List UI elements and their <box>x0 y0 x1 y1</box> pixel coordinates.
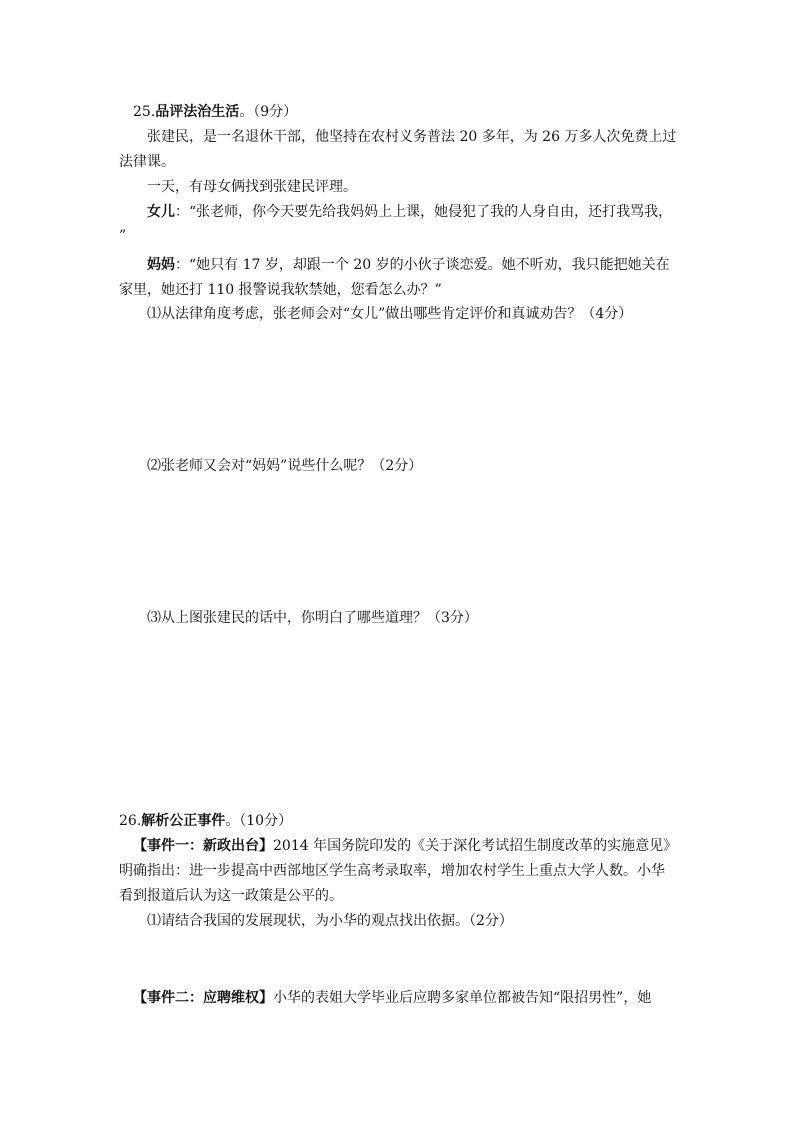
q25-title: 品评法治生活 <box>155 104 240 120</box>
event2-line <box>133 988 651 1008</box>
q26-score: 。（10分） <box>225 813 293 829</box>
q25-intro-line3: 一天，有母女俩找到张建民评理。 <box>147 179 357 195</box>
q25-score: 。（9分） <box>239 104 298 120</box>
q25-number: 25. <box>133 104 156 120</box>
q25-sub-question-1: ⑴从法律角度考虑，张老师会对“女儿”做出哪些肯定评价和真诚劝告？（4分） <box>147 306 633 322</box>
q26-number: 26. <box>119 813 142 829</box>
q25-heading <box>133 102 297 122</box>
event1-text1: 2014 年国务院印发的《关于深化考试招生制度改革的实施意见》 <box>273 838 678 854</box>
event1-label: 【事件一：新政出台】 <box>133 838 273 854</box>
daughter-label: 女儿 <box>147 204 175 220</box>
q26-sub-question-1: ⑴请结合我国的发展现状，为小华的观点找出依据。（2分） <box>147 913 513 929</box>
event2-text: 小华的表姐大学毕业后应聘多家单位都被告知“限招男性”，她 <box>273 990 652 1006</box>
event2-label: 【事件二：应聘维权】 <box>133 990 273 1006</box>
daughter-quote <box>147 202 672 222</box>
event1-line2: 明确指出：进一步提高中西部地区学生高考录取率，增加农村学生上重点大学人数。小华 <box>119 863 665 879</box>
event1-line1 <box>133 836 677 856</box>
daughter-text: ：“张老师，你今天要先给我妈妈上上课，她侵犯了我的人身自由，还打我骂我， <box>175 204 673 220</box>
mother-quote <box>147 255 670 275</box>
q25-intro-line1: 张建民，是一名退休干部，他坚持在农村义务普法 20 多年，为 26 万多人次免费上过 <box>147 129 677 145</box>
q25-sub-question-3: ⑶从上图张建民的话中，你明白了哪些道理？（3分） <box>147 610 478 626</box>
q25-intro-line2: 法律课。 <box>119 154 175 170</box>
q25-sub-question-2: ⑵张老师又会对“妈妈”说些什么呢？（2分） <box>147 458 423 474</box>
mother-label: 妈妈 <box>147 257 175 273</box>
daughter-quote-end: ” <box>119 228 127 244</box>
event1-line3: 看到报道后认为这一政策是公平的。 <box>119 888 343 904</box>
q26-heading <box>119 811 292 831</box>
mother-text-line1: ：“她只有 17 岁，却跟一个 20 岁的小伙子谈恋爱。她不听劝，我只能把她关在 <box>175 257 670 273</box>
mother-text-line2: 家里，她还打 110 报警说我软禁她，您看怎么办？” <box>119 282 442 298</box>
q26-title: 解析公正事件 <box>141 813 226 829</box>
